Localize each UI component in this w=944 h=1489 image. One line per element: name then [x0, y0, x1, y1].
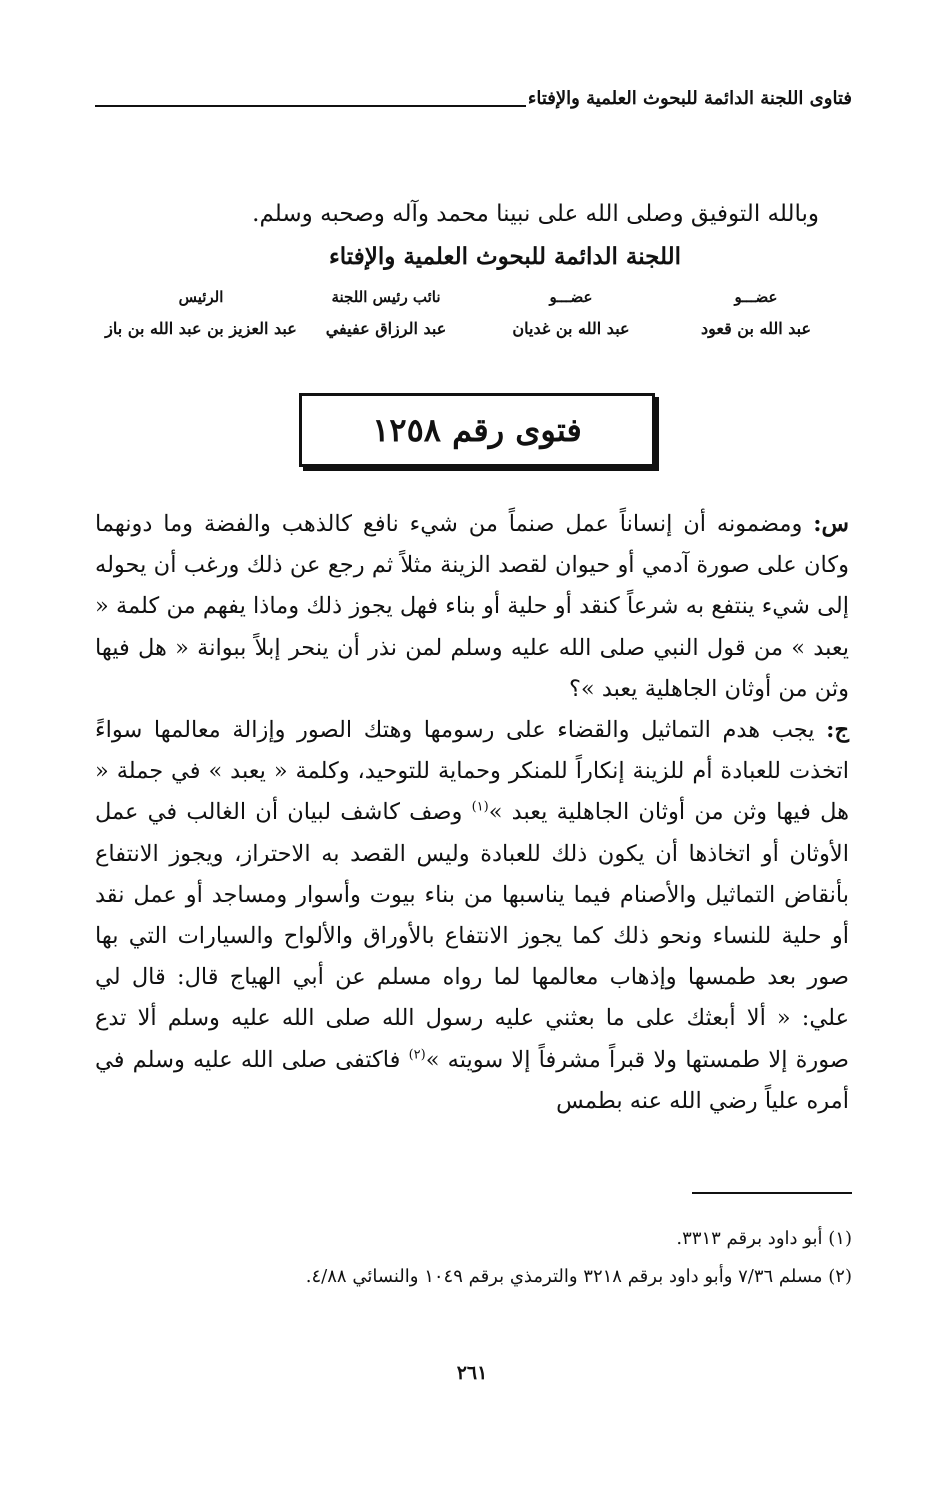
signature-name: عبد الرزاق عفيفي — [325, 319, 447, 338]
footnote-marker-1: (١) — [471, 799, 489, 815]
answer-text-2: وصف كاشف لبيان أن الغالب في عمل الأوثان أو اتخاذها أن يكون ذلك للعبادة وليس القصد به الاحتراز، ويجوز الانتفاع بأنقاض التماثيل والأصنام فيما يناسبها من بناء بيوت وأسوار ومساجد أو عمل نقد أو حلية للنساء ونحو ذلك كما يجوز الانتفاع بالأوراق والألواح والسيارات التي بها صور بعد طمسها وإذهاب معالمها لما رواه مسلم عن أبي الهياج قال: قال لي علي: « ألا أبعثك على ما بعثني عليه رسول الله صلى الله عليه وسلم ألا تدع صورة إلا طمستها ولا قبراً مشرفاً إلا سويته » — [95, 799, 850, 1073]
closing-formula: وبالله التوفيق وصلى الله على نبينا محمد وآله وصحبه وسلم. — [252, 201, 819, 227]
fatwa-title-box — [299, 393, 655, 467]
answer-text-1: يجب هدم التماثيل والقضاء على رسومها وهتك الصور وإزالة معالمها سواءً اتخذت للعبادة أم للزينة إنكاراً للمنكر وحماية للتوحيد، وكلمة « يعبد » في جملة « هل فيها وثن من أوثان الجاهلية يعبد » — [95, 717, 849, 826]
fatwa-body — [95, 504, 849, 1122]
answer-text-3: فاكتفى صلى الله عليه وسلم في أمره علياً رضي الله عنه بطمس — [95, 1046, 849, 1114]
footnote-1: (١) أبو داود برقم ٣٣١٣. — [676, 1228, 852, 1249]
signature-role: عضـــو — [549, 288, 593, 306]
footnote-2: (٢) مسلم ٧/٣٦ وأبو داود برقم ٣٢١٨ والترمذي برقم ١٠٤٩ والنسائي ٤/٨٨. — [305, 1266, 852, 1287]
signature-name: عبد الله بن قعود — [700, 319, 812, 338]
fatwa-title: فتوى رقم ١٢٥٨ — [372, 411, 582, 449]
signature-member-1 — [696, 285, 816, 341]
running-header — [95, 84, 852, 114]
signature-chairman — [96, 285, 306, 341]
footnote-separator — [692, 1192, 852, 1194]
footnotes — [92, 1220, 852, 1296]
page-number: ٢٦١ — [456, 1362, 488, 1384]
question-paragraph — [95, 504, 849, 710]
signature-vice-chairman — [306, 285, 466, 341]
footnote-marker-2: (٢) — [408, 1047, 426, 1063]
signature-block — [105, 285, 816, 345]
signature-name: عبد العزيز بن عبد الله بن باز — [105, 319, 297, 338]
signature-role: الرئيس — [178, 288, 224, 306]
signature-role: عضـــو — [734, 288, 778, 306]
question-lead: س: — [813, 511, 849, 537]
answer-lead: ج: — [826, 717, 850, 744]
signature-role: نائب رئيس اللجنة — [331, 288, 441, 306]
header-rule — [95, 105, 526, 107]
running-header-title: فتاوى اللجنة الدائمة للبحوث العلمية والإفتاء — [527, 88, 852, 109]
signature-name: عبد الله بن غديان — [512, 319, 630, 338]
committee-name: اللجنة الدائمة للبحوث العلمية والإفتاء — [328, 243, 681, 270]
answer-paragraph — [95, 710, 849, 1122]
question-text: ومضمونه أن إنساناً عمل صنماً من شيء نافع كالذهب والفضة وما دونهما وكان على صورة آدمي أو حيوان لقصد الزينة مثلاً ثم رجع عن ذلك ورغب أن يحوله إلى شيء ينتفع به شرعاً كنقد أو حلية أو بناء فهل يجوز ذلك وماذا يفهم من كلمة « يعبد » من قول النبي صلى الله عليه وسلم لمن نذر أن ينحر إبلاً ببوانة « هل فيها وثن من أوثان الجاهلية يعبد »؟ — [95, 511, 849, 702]
signature-member-2 — [501, 285, 641, 341]
